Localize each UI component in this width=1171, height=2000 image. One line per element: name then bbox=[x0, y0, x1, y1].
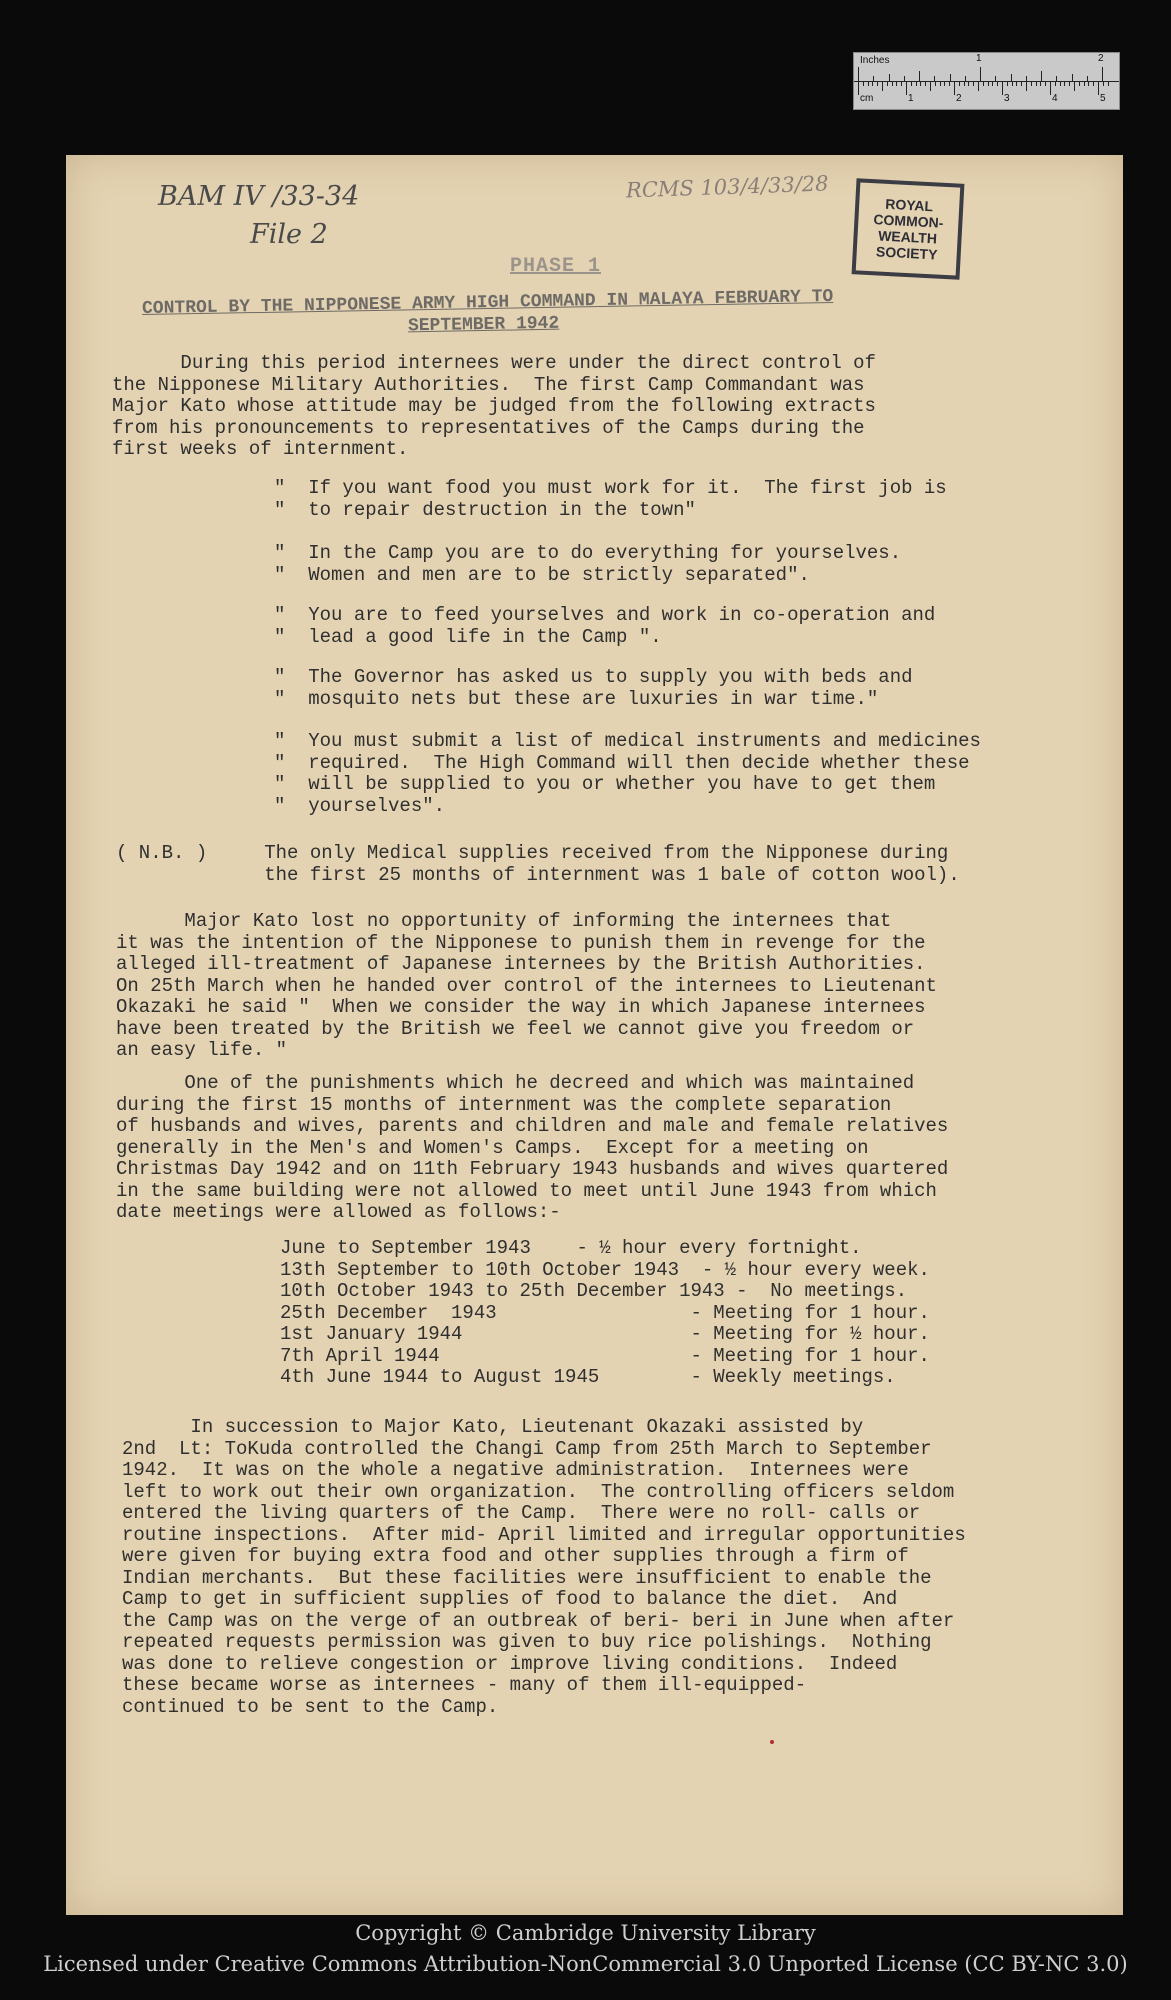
ruler-inches-label: Inches bbox=[860, 55, 890, 66]
ruler-cm-tick bbox=[920, 81, 921, 86]
measurement-ruler bbox=[853, 52, 1120, 110]
paragraph-line: in the same building were not allowed to meet until June 1943 from which bbox=[116, 1179, 937, 1202]
quote-line: " yourselves". bbox=[274, 794, 446, 817]
ruler-cm-number: 5 bbox=[1100, 93, 1106, 104]
ruler-cm-tick bbox=[916, 81, 917, 86]
ruler-cm-tick bbox=[877, 81, 878, 86]
ruler-cm-tick bbox=[1088, 81, 1089, 86]
schedule-line: 13th September to 10th October 1943 - ½ hour every week. bbox=[280, 1258, 930, 1281]
paragraph-line: Indian merchants. But these facilities were insufficient to enable the bbox=[122, 1566, 932, 1589]
paragraph-line: Christmas Day 1942 and on 11th February 1943 husbands and wives quartered bbox=[116, 1158, 949, 1180]
ruler-cm-tick bbox=[968, 81, 969, 86]
ruler-cm-tick bbox=[935, 81, 936, 86]
paragraph-line: the Camp was on the verge of an outbreak of beri- beri in June when after bbox=[122, 1609, 955, 1632]
ruler-cm-tick bbox=[1069, 81, 1070, 86]
ruler-cm-tick bbox=[1103, 81, 1104, 86]
ruler-cm-tick bbox=[1050, 81, 1051, 95]
ruler-cm-tick bbox=[1084, 81, 1085, 86]
quote-line: " You must submit a list of medical instruments and medicines bbox=[274, 730, 981, 752]
ruler-cm-tick bbox=[1002, 81, 1003, 95]
ruler-cm-tick bbox=[925, 81, 926, 86]
quote-line: " lead a good life in the Camp ". bbox=[274, 625, 662, 648]
paragraph-line: the Nipponese Military Authorities. The first Camp Commandant was bbox=[112, 373, 865, 396]
ruler-cm-tick bbox=[1036, 81, 1037, 86]
ruler-cm-tick bbox=[949, 81, 950, 86]
stamp-line: ROYAL bbox=[885, 195, 934, 215]
ruler-cm-tick bbox=[992, 81, 993, 86]
ruler-cm-tick bbox=[1040, 81, 1041, 86]
stamp-line: SOCIETY bbox=[875, 243, 938, 263]
ruler-inch-tick bbox=[995, 76, 996, 81]
copyright-notice: Copyright © Cambridge University Library bbox=[355, 1921, 816, 1945]
paragraph-line: during the first 15 months of internment was the complete separation bbox=[116, 1093, 892, 1116]
document-page bbox=[66, 155, 1123, 1915]
ruler-inch-tick bbox=[980, 67, 981, 81]
quote-line: " Women and men are to be strictly separated". bbox=[274, 563, 810, 586]
ruler-cm-tick bbox=[901, 81, 902, 86]
paragraph-line: One of the punishments which he decreed and which was maintained bbox=[116, 1072, 915, 1094]
handwritten-reference: BAM IV /33-34 bbox=[158, 181, 360, 212]
ruler-cm-tick bbox=[1055, 81, 1056, 86]
paragraph-line: 1942. It was on the whole a negative administration. Internees were bbox=[122, 1459, 909, 1481]
ink-speck bbox=[770, 1740, 774, 1744]
ruler-inch-tick bbox=[1072, 74, 1073, 81]
paragraph-line: alleged ill-treatment of Japanese internees by the British Authorities. bbox=[116, 953, 926, 975]
ruler-inch-tick bbox=[889, 74, 890, 81]
paragraph-line: was done to relieve congestion or improve living conditions. Indeed bbox=[122, 1652, 898, 1675]
ruler-inch-tick bbox=[904, 76, 905, 81]
ruler-cm-tick bbox=[882, 81, 883, 91]
ruler-cm-tick bbox=[1064, 81, 1065, 86]
ruler-inch-tick bbox=[1011, 74, 1012, 81]
ruler-cm-tick bbox=[1031, 81, 1032, 86]
paragraph-line: continued to be sent to the Camp. bbox=[122, 1695, 499, 1718]
stamp-line: COMMON- bbox=[873, 211, 944, 231]
ruler-cm-tick bbox=[868, 81, 869, 86]
paragraph-line: Major Kato lost no opportunity of informing the internees that bbox=[116, 910, 892, 932]
paragraph-line: first weeks of internment. bbox=[112, 438, 409, 460]
ruler-cm-tick bbox=[944, 81, 945, 86]
paragraph-line: of husbands and wives, parents and children and male and female relatives bbox=[116, 1115, 949, 1137]
ruler-cm-tick bbox=[887, 81, 888, 86]
ruler-cm-tick bbox=[858, 81, 859, 95]
ruler-inch-tick bbox=[919, 71, 920, 81]
paragraph-line: Camp to get in sufficient supplies of food to balance the diet. And bbox=[122, 1588, 898, 1610]
note-line: ( N.B. ) The only Medical supplies received from the Nipponese during bbox=[116, 842, 949, 864]
license-notice: Licensed under Creative Commons Attribution-NonCommercial 3.0 Unported License (CC BY-NC 3.0) bbox=[43, 1952, 1128, 1976]
ruler-cm-tick bbox=[1060, 81, 1061, 86]
ruler-cm-tick bbox=[978, 81, 979, 91]
ruler-inch-tick bbox=[1041, 71, 1042, 81]
ruler-cm-tick bbox=[1021, 81, 1022, 86]
quote-line: " If you want food you must work for it. The first job is bbox=[274, 477, 947, 499]
quote-line: " mosquito nets but these are luxuries in war time." bbox=[274, 687, 879, 710]
ruler-inch-tick bbox=[873, 76, 874, 81]
schedule-line: 1st January 1944 - Meeting for ½ hour. bbox=[280, 1323, 930, 1345]
ruler-cm-tick bbox=[973, 81, 974, 86]
paragraph-line: entered the living quarters of the Camp. There were no roll- calls or bbox=[122, 1502, 921, 1524]
schedule-line: 4th June 1944 to August 1945 - Weekly meetings. bbox=[280, 1366, 896, 1388]
handwritten-file-number: File 2 bbox=[250, 219, 328, 250]
ruler-cm-tick bbox=[983, 81, 984, 86]
ruler-inch-tick bbox=[1056, 76, 1057, 81]
ruler-cm-tick bbox=[988, 81, 989, 86]
ruler-cm-tick bbox=[1012, 81, 1013, 86]
ruler-cm-tick bbox=[959, 81, 960, 86]
document-title-line-2: SEPTEMBER 1942 bbox=[407, 313, 560, 337]
page-heading: PHASE 1 bbox=[510, 255, 602, 278]
library-stamp bbox=[852, 178, 965, 280]
paragraph-line: Okazaki he said " When we consider the way in which Japanese internees bbox=[116, 996, 926, 1018]
ruler-cm-tick bbox=[1079, 81, 1080, 86]
ruler-cm-tick bbox=[1074, 81, 1075, 91]
quote-line: " You are to feed yourselves and work in co-operation and bbox=[274, 604, 936, 626]
ruler-cm-tick bbox=[1016, 81, 1017, 86]
ruler-inch-number: 2 bbox=[1098, 53, 1104, 64]
ruler-cm-tick bbox=[1007, 81, 1008, 86]
ruler-cm-tick bbox=[940, 81, 941, 86]
paragraph-line: routine inspections. After mid- April limited and irregular opportunities bbox=[122, 1523, 966, 1546]
ruler-cm-number: 3 bbox=[1004, 93, 1010, 104]
quote-line: " required. The High Command will then decide whether these bbox=[274, 751, 970, 774]
ruler-cm-tick bbox=[896, 81, 897, 86]
ruler-cm-tick bbox=[1098, 81, 1099, 95]
paragraph-line: On 25th March when he handed over control of the internees to Lieutenant bbox=[116, 974, 937, 997]
ruler-inch-tick bbox=[1102, 67, 1103, 81]
rcms-reference: RCMS 103/4/33/28 bbox=[625, 171, 829, 203]
paragraph-line: In succession to Major Kato, Lieutenant Okazaki assisted by bbox=[122, 1416, 864, 1438]
paragraph-line: have been treated by the British we feel we cannot give you freedom or bbox=[116, 1017, 915, 1040]
paragraph-line: Major Kato whose attitude may be judged from the following extracts bbox=[112, 395, 876, 417]
ruler-cm-tick bbox=[906, 81, 907, 95]
schedule-line: 25th December 1943 - Meeting for 1 hour. bbox=[280, 1301, 930, 1324]
note-line: the first 25 months of internment was 1 bale of cotton wool). bbox=[116, 863, 960, 886]
ruler-cm-number: 4 bbox=[1052, 93, 1058, 104]
ruler-cm-tick bbox=[872, 81, 873, 86]
ruler-inch-tick bbox=[858, 67, 859, 81]
quote-line: " The Governor has asked us to supply you with beds and bbox=[274, 666, 913, 688]
ruler-cm-number: 2 bbox=[956, 93, 962, 104]
paragraph-line: 2nd Lt: ToKuda controlled the Changi Camp from 25th March to September bbox=[122, 1437, 932, 1460]
ruler-cm-tick bbox=[930, 81, 931, 91]
quote-line: " to repair destruction in the town" bbox=[274, 498, 696, 521]
ruler-cm-tick bbox=[1093, 81, 1094, 86]
ruler-cm-tick bbox=[997, 81, 998, 86]
paragraph-line: During this period internees were under the direct control of bbox=[112, 352, 876, 374]
ruler-cm-tick bbox=[911, 81, 912, 86]
ruler-cm-number: 1 bbox=[908, 93, 914, 104]
paragraph-line: it was the intention of the Nipponese to punish them in revenge for the bbox=[116, 931, 926, 954]
schedule-line: 10th October 1943 to 25th December 1943 - No meetings. bbox=[280, 1280, 908, 1302]
ruler-cm-tick bbox=[892, 81, 893, 86]
paragraph-line: date meetings were allowed as follows:- bbox=[116, 1201, 561, 1223]
stamp-line: WEALTH bbox=[877, 227, 938, 247]
ruler-inch-tick bbox=[965, 76, 966, 81]
quote-line: " In the Camp you are to do everything for yourselves. bbox=[274, 542, 902, 564]
ruler-inch-number: 1 bbox=[976, 53, 982, 64]
ruler-cm-tick bbox=[964, 81, 965, 86]
ruler-cm-tick bbox=[1108, 81, 1109, 86]
quote-line: " will be supplied to you or whether you have to get them bbox=[274, 773, 936, 795]
paragraph-line: these became worse as internees - many of them ill-equipped- bbox=[122, 1674, 807, 1696]
ruler-inch-tick bbox=[950, 74, 951, 81]
schedule-line: June to September 1943 - ½ hour every fortnight. bbox=[280, 1237, 862, 1259]
ruler-cm-tick bbox=[954, 81, 955, 95]
paragraph-line: repeated requests permission was given to buy rice polishings. Nothing bbox=[122, 1631, 932, 1653]
ruler-cm-tick bbox=[1045, 81, 1046, 86]
schedule-line: 7th April 1944 - Meeting for 1 hour. bbox=[280, 1344, 930, 1367]
ruler-cm-tick bbox=[863, 81, 864, 86]
document-title-line-1: CONTROL BY THE NIPPONESE ARMY HIGH COMMAND IN MALAYA FEBRUARY TO bbox=[141, 286, 834, 320]
paragraph-line: from his pronouncements to representatives of the Camps during the bbox=[112, 416, 865, 439]
paragraph-line: an easy life. " bbox=[116, 1039, 288, 1061]
ruler-cm-label: cm bbox=[860, 93, 874, 104]
paragraph-line: left to work out their own organization. The controlling officers seldom bbox=[122, 1480, 955, 1503]
ruler-cm-tick bbox=[1026, 81, 1027, 91]
paragraph-line: generally in the Men's and Women's Camps. Except for a meeting on bbox=[116, 1136, 869, 1159]
paragraph-line: were given for buying extra food and other supplies through a firm of bbox=[122, 1545, 909, 1567]
